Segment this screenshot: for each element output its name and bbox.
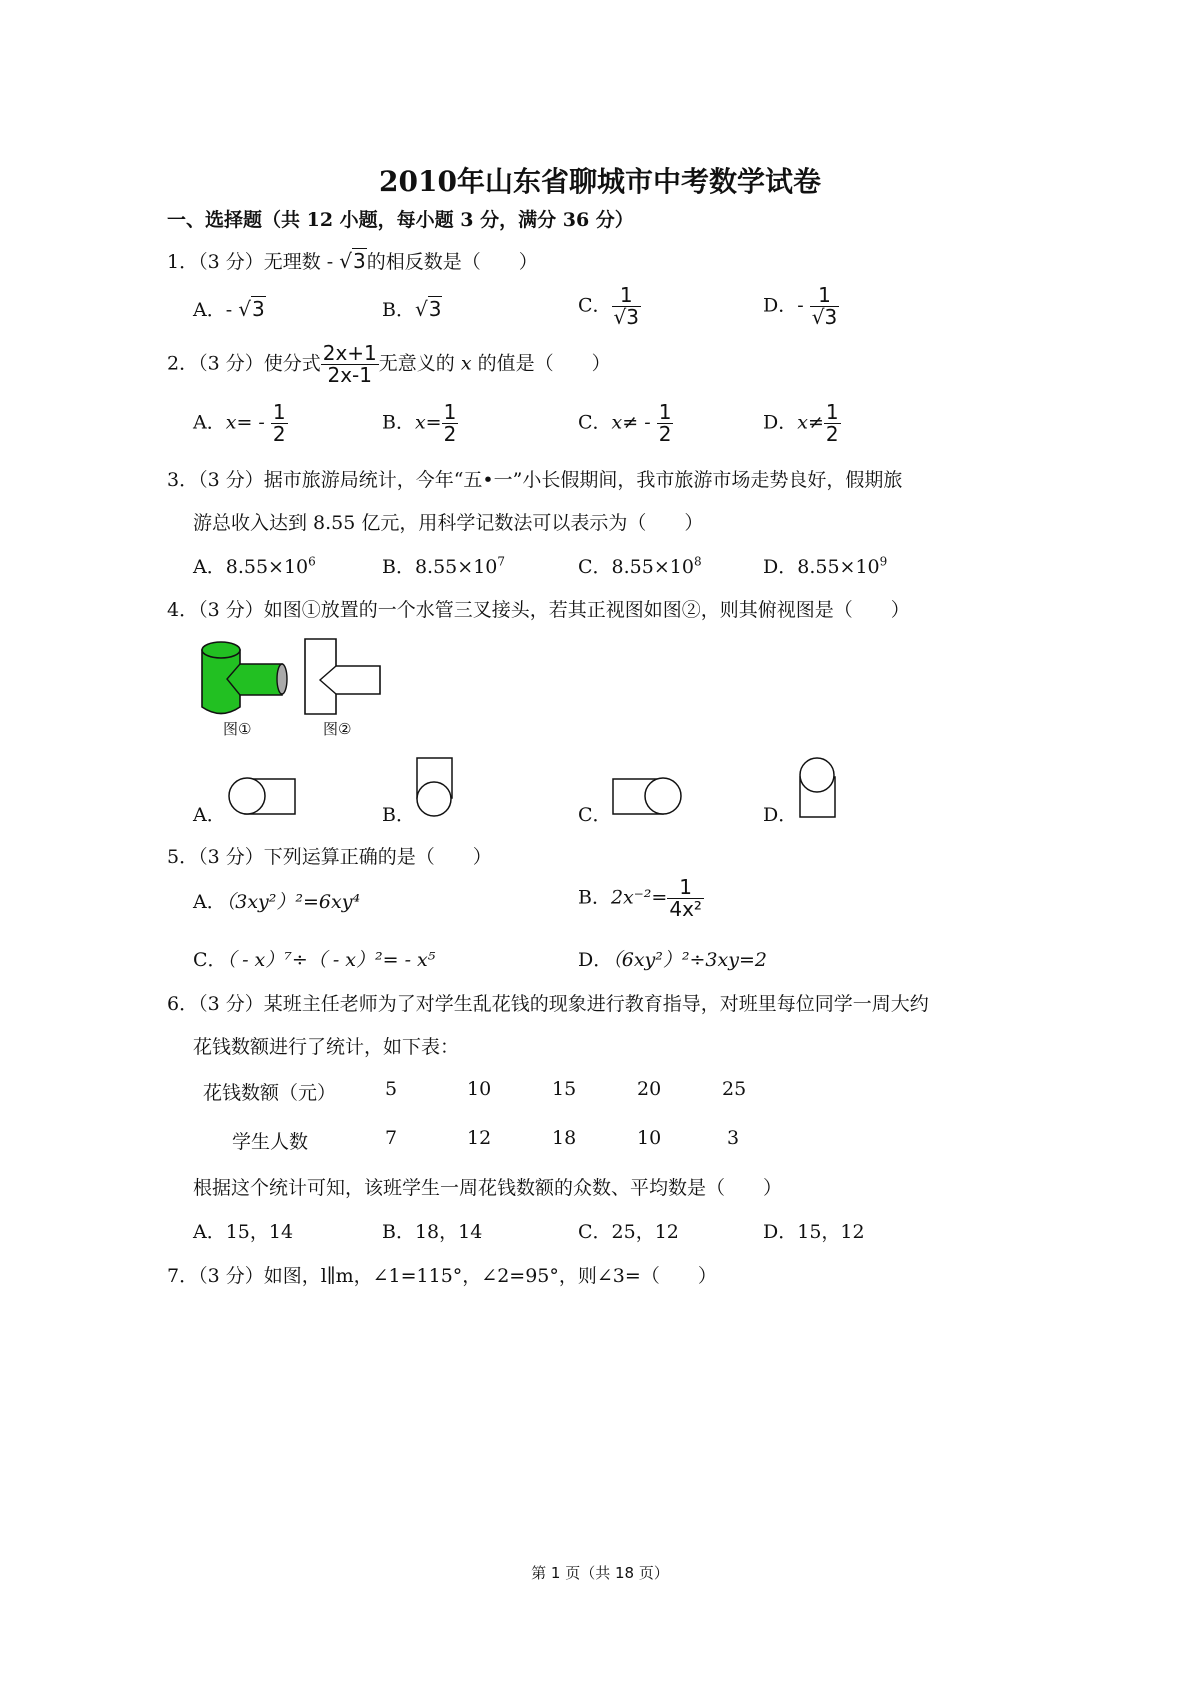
question-3-line-2: 游总收入达到 8.55 亿元，用科学记数法可以表示为（ ）: [193, 512, 704, 534]
question-2-option-a[interactable]: A．x= - $\frac{1}{2}$: [193, 400, 286, 446]
section-heading: 一、选择题（共 12 小题，每小题 3 分，满分 36 分）: [167, 209, 634, 231]
question-2-option-c[interactable]: C．x≠ - $\frac{1}{2}$: [578, 400, 672, 446]
table-cell: 20: [637, 1078, 662, 1100]
question-1-option-b[interactable]: B．√3: [382, 297, 442, 321]
table-cell: 10: [467, 1078, 492, 1100]
table-row-1-header: 花钱数额（元）: [203, 1082, 337, 1104]
question-3-option-b[interactable]: B．$8.55\times 10^7$: [382, 554, 506, 578]
question-3-option-a[interactable]: A．$8.55\times 10^6$: [193, 554, 316, 578]
option-b-top-view: [412, 755, 462, 821]
question-5-option-b[interactable]: B．2x⁻²= $\frac{1}{\text{4x²}}$: [578, 875, 702, 921]
question-5-stem: 5．（3 分）下列运算正确的是（ ）: [167, 846, 492, 868]
table-cell: 25: [722, 1078, 747, 1100]
front-view-figure: [300, 636, 390, 718]
table-cell: 5: [385, 1078, 398, 1100]
table-cell: 15: [552, 1078, 577, 1100]
question-6-option-c[interactable]: C．25，12: [578, 1221, 679, 1243]
question-7-stem: 7．（3 分）如图，l∥m，∠1=115°，∠2=95°，则∠3=（ ）: [167, 1265, 717, 1287]
question-1-option-d[interactable]: D．- $\frac{1}{√3}$: [763, 283, 838, 329]
question-5-option-a[interactable]: A．（3xy²）²=6xy⁴: [193, 891, 361, 913]
question-4-option-a-label[interactable]: A．: [193, 804, 226, 826]
question-2-stem: 2．（3 分）使分式 $\frac{2x+1}{2x-1}$ 无意义的 x 的值是（ ）: [167, 341, 611, 387]
page-footer: 第 1 页（共 18 页）: [531, 1564, 669, 1582]
question-6-option-d[interactable]: D．15，12: [763, 1221, 865, 1243]
table-cell: 18: [552, 1127, 577, 1149]
question-5-option-d[interactable]: D．（6xy²）²÷3xy=2: [578, 949, 767, 971]
table-cell: 3: [727, 1127, 740, 1149]
question-6-line-3: 根据这个统计可知，该班学生一周花钱数额的众数、平均数是（ ）: [193, 1177, 783, 1199]
question-3-option-c[interactable]: C．$8.55\times 10^8$: [578, 554, 702, 578]
option-c-top-view: [610, 776, 685, 818]
question-3-option-d[interactable]: D．$8.55\times 10^9$: [763, 554, 888, 578]
question-5-option-c[interactable]: C．（ - x）⁷÷（ - x）²= - x⁵: [193, 949, 436, 971]
table-cell: 12: [467, 1127, 492, 1149]
question-1-option-a[interactable]: A．- √3: [193, 297, 265, 321]
question-2-option-b[interactable]: B．x= $\frac{1}{2}$: [382, 400, 457, 446]
table-cell: 7: [385, 1127, 398, 1149]
question-6-option-a[interactable]: A．15，14: [193, 1221, 294, 1243]
question-3-line-1: 3．（3 分）据市旅游局统计，今年“五•一”小长假期间，我市旅游市场走势良好，假期旅: [167, 469, 903, 491]
question-6-line-2: 花钱数额进行了统计，如下表：: [193, 1036, 460, 1058]
page-title: 2010年山东省聊城市中考数学试卷: [379, 165, 821, 198]
question-4-stem: 4．（3 分）如图①放置的一个水管三叉接头，若其正视图如图②，则其俯视图是（ ）: [167, 599, 910, 621]
option-a-top-view: [225, 776, 300, 818]
option-d-top-view: [795, 755, 845, 821]
question-1-stem: 1．（3 分）无理数 - √3的相反数是（ ）: [167, 249, 538, 273]
table-row-2-header: 学生人数: [232, 1131, 309, 1153]
figure-1-label: 图①: [223, 720, 252, 738]
question-1-option-c[interactable]: C． $\frac{1}{√3}$: [578, 283, 640, 329]
sqrt-expression: √3: [339, 249, 366, 273]
question-6-option-b[interactable]: B．18，14: [382, 1221, 483, 1243]
table-cell: 10: [637, 1127, 662, 1149]
question-6-line-1: 6．（3 分）某班主任老师为了对学生乱花钱的现象进行教育指导，对班里每位同学一周大约: [167, 993, 929, 1015]
question-4-option-d-label[interactable]: D．: [763, 804, 798, 826]
figure-2-label: 图②: [323, 720, 352, 738]
question-4-option-c-label[interactable]: C．: [578, 804, 612, 826]
question-4-option-b-label[interactable]: B．: [382, 804, 415, 826]
question-2-option-d[interactable]: D．x≠ $\frac{1}{2}$: [763, 400, 839, 446]
